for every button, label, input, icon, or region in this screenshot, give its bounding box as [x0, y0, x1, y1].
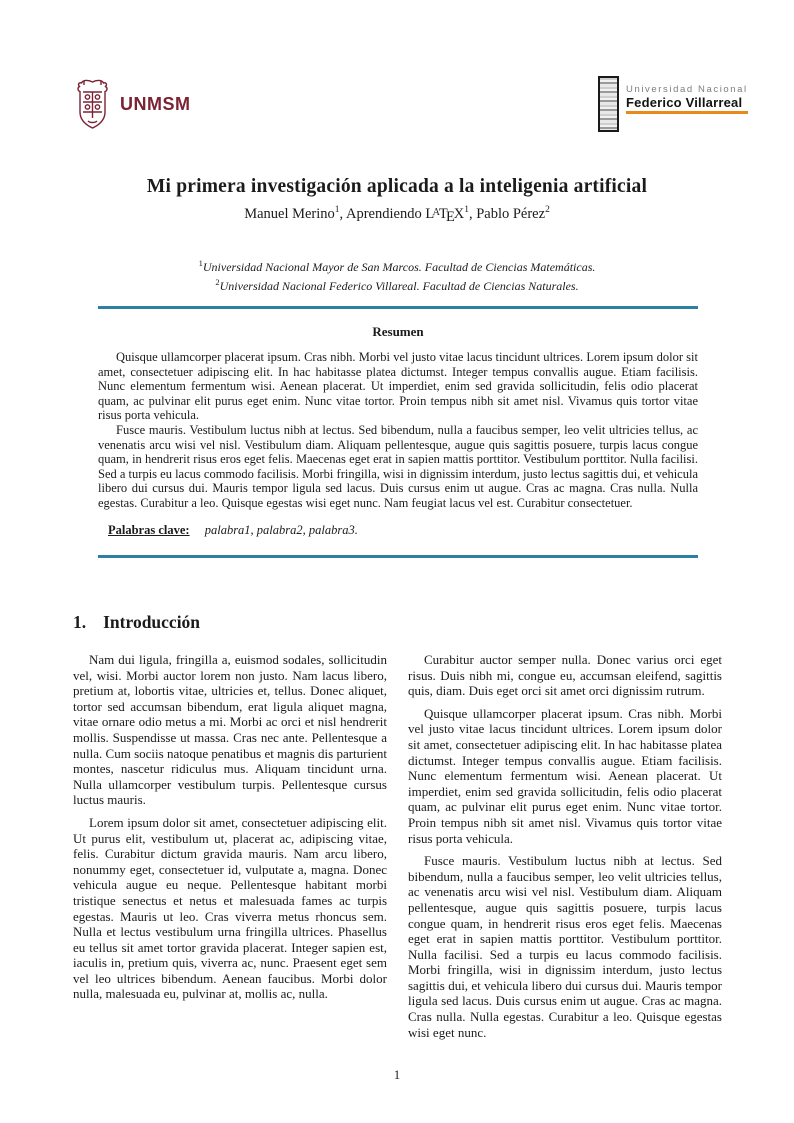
author-3: Pablo Pérez$^2$ — [476, 205, 550, 222]
left-column — [73, 652, 387, 1040]
author-1: Manuel Merino$^1$ — [244, 205, 340, 222]
abstract-body — [98, 350, 698, 511]
title-block — [0, 176, 794, 226]
abstract-bottom-rule — [98, 555, 698, 558]
two-column-text — [73, 652, 723, 1040]
unmsm-crest-icon — [74, 78, 111, 130]
keywords-line — [108, 523, 698, 538]
author-separator: , — [339, 205, 346, 222]
section-title: Introducción — [103, 612, 201, 632]
author-separator: , — [468, 205, 477, 222]
right-paragraph-2: Quisque ullamcorper placerat ipsum. Cras nibh. Morbi vel justo vitae lacus tincidunt ultrices. Lorem ipsum dolor sit amet, consectetuer adipiscing elit. In hac habitasse platea dictumst. Integer tempus convallis augue. Etiam facilisis. Nunc elementum fermentum wisi. Aenean placerat. Ut imperdiet, enim sed gravida sollicitudin, felis odio placerat quam, ac pulvinar elit purus eget enim. Nunc vitae tortor. Proin tempus nibh sit amet nisl. Vivamus quis tortor vitae risus porta vehicula. — [408, 705, 722, 846]
affiliation-1: $^1$Universidad Nacional Mayor de San Marcos. Facultad de Ciencias Matemáticas. — [198, 258, 596, 274]
section-heading — [73, 612, 723, 633]
affiliation-2: $^2$Universidad Nacional Federico Villareal. Facultad de Ciencias Naturales. — [215, 277, 579, 293]
abstract-top-rule — [98, 306, 698, 309]
abstract-paragraph-2: Fusce mauris. Vestibulum luctus nibh at lectus. Sed bibendum, nulla a faucibus semper, leo velit ultricies tellus, ac venenatis arcu wisi vel nisl. Vestibulum diam. Aliquam pellentesque, augue quis sagittis posuere, turpis lacus congue quam, in hendrerit risus eros eget felis. Maecenas eget erat in sapien mattis porttitor. Vestibulum porttitor. Nulla facilisi. Sed a turpis eu lacus commodo facilisis. Morbi fringilla, wisi in dignissim interdum, justo lectus sagittis dui, et vehicula libero dui cursus dui. Mauris tempor ligula sed lacus. Duis cursus enim ut augue. Cras ac magna. Cras nulla. Nulla egestas. Curabitur a leo. Quisque egestas wisi eget nunc. Nam feugiat lacus vel est. Curabitur consectetuer. — [98, 422, 698, 510]
left-paragraph-2: Lorem ipsum dolor sit amet, consectetuer adipiscing elit. Ut purus elit, vestibulum ut, placerat ac, adipiscing vitae, felis. Curabitur dictum gravida mauris. Nam arcu libero, nonummy eget, consectetuer id, vulputate a, magna. Donec vehicula augue eu neque. Pellentesque habitant morbi tristique senectus et netus et malesuada fames ac turpis egestas. Mauris ut leo. Cras viverra metus rhoncus sem. Nulla et lectus vestibulum urna fringilla ultrices. Phasellus eu tellus sit amet tortor gravida placerat. Integer sapien est, iaculis in, pretium quis, viverra ac, nunc. Praesent eget sem vel leo ultrices bibendum. Aenean faucibus. Morbi dolor nulla, malesuada eu, pulvinar at, mollis ac, nulla. — [73, 814, 387, 1002]
right-column — [408, 652, 722, 1040]
paper-title: Mi primera investigación aplicada a la inteligenia artificial — [146, 176, 648, 197]
paper-authors — [0, 205, 794, 226]
introduction-section — [73, 612, 723, 1040]
keywords-label: Palabras clave: — [108, 522, 190, 537]
latex-logo: LATEX — [425, 205, 465, 226]
abstract-section — [98, 306, 698, 558]
ufv-university-line: Universidad Nacional — [626, 84, 748, 95]
ufv-name-line: Federico Villarreal — [626, 95, 748, 114]
ufv-emblem-icon — [598, 76, 619, 132]
affiliations — [0, 256, 794, 294]
section-number: 1. — [73, 612, 87, 632]
author-2: Aprendiendo LATEX$^1$ — [346, 205, 469, 226]
unmsm-wordmark: UNMSM — [120, 93, 191, 114]
abstract-paragraph-1: Quisque ullamcorper placerat ipsum. Cras nibh. Morbi vel justo vitae lacus tincidunt ultrices. Lorem ipsum dolor sit amet, consectetuer adipiscing elit. In hac habitasse platea dictumst. Integer tempus convallis augue. Etiam facilisis. Nunc elementum fermentum wisi. Aenean placerat. Ut imperdiet, enim sed gravida sollicitudin, felis odio placerat quam, ac pulvinar elit purus eget enim. Nunc vitae tortor. Proin tempus nibh sit amet nisl. Vivamus quis tortor vitae risus porta vehicula. — [98, 350, 698, 423]
page-number: 1 — [393, 1068, 401, 1082]
ufv-logo-text — [626, 76, 748, 114]
ufv-logo — [598, 76, 748, 132]
right-paragraph-1: Curabitur auctor semper nulla. Donec varius orci eget risus. Duis nibh mi, congue eu, accumsan eleifend, sagittis quis, diam. Duis eget orci sit amet orci dignissim rutrum. — [408, 652, 722, 699]
right-paragraph-3: Fusce mauris. Vestibulum luctus nibh at lectus. Sed bibendum, nulla a faucibus semper, leo velit ultricies tellus, ac venenatis arcu wisi vel nisl. Vestibulum diam. Aliquam pellentesque, augue quis sagittis posuere, turpis lacus congue quam, in hendrerit risus eros eget felis. Maecenas eget erat in sapien mattis porttitor. Vestibulum porttitor. Nulla facilisi. Sed a turpis eu lacus commodo facilisis. Morbi fringilla, wisi in dignissim interdum, justo lectus sagittis dui, et vehicula libero dui cursus dui. Mauris tempor ligula sed lacus. Duis cursus enim ut augue. Cras ac magna. Cras nulla. Nulla egestas. Curabitur a leo. Quisque egestas wisi eget nunc. — [408, 853, 722, 1040]
abstract-heading: Resumen — [372, 324, 424, 339]
left-paragraph-1: Nam dui ligula, fringilla a, euismod sodales, sollicitudin vel, wisi. Morbi auctor lorem non justo. Nam lacus libero, pretium at, lobortis vitae, ultricies et, tellus. Donec aliquet, tortor sed accumsan bibendum, erat ligula aliquet magna, vitae ornare odio metus a mi. Morbi ac orci et nisl hendrerit mollis. Suspendisse ut massa. Cras nec ante. Pellentesque a nulla. Cum sociis natoque penatibus et magnis dis parturient montes, nascetur ridiculus mus. Aliquam tincidunt urna. Nulla ullamcorper vestibulum turpis. Pellentesque cursus luctus mauris. — [73, 652, 387, 808]
unmsm-logo — [74, 78, 191, 130]
keywords-values: palabra1, palabra2, palabra3. — [204, 522, 358, 537]
